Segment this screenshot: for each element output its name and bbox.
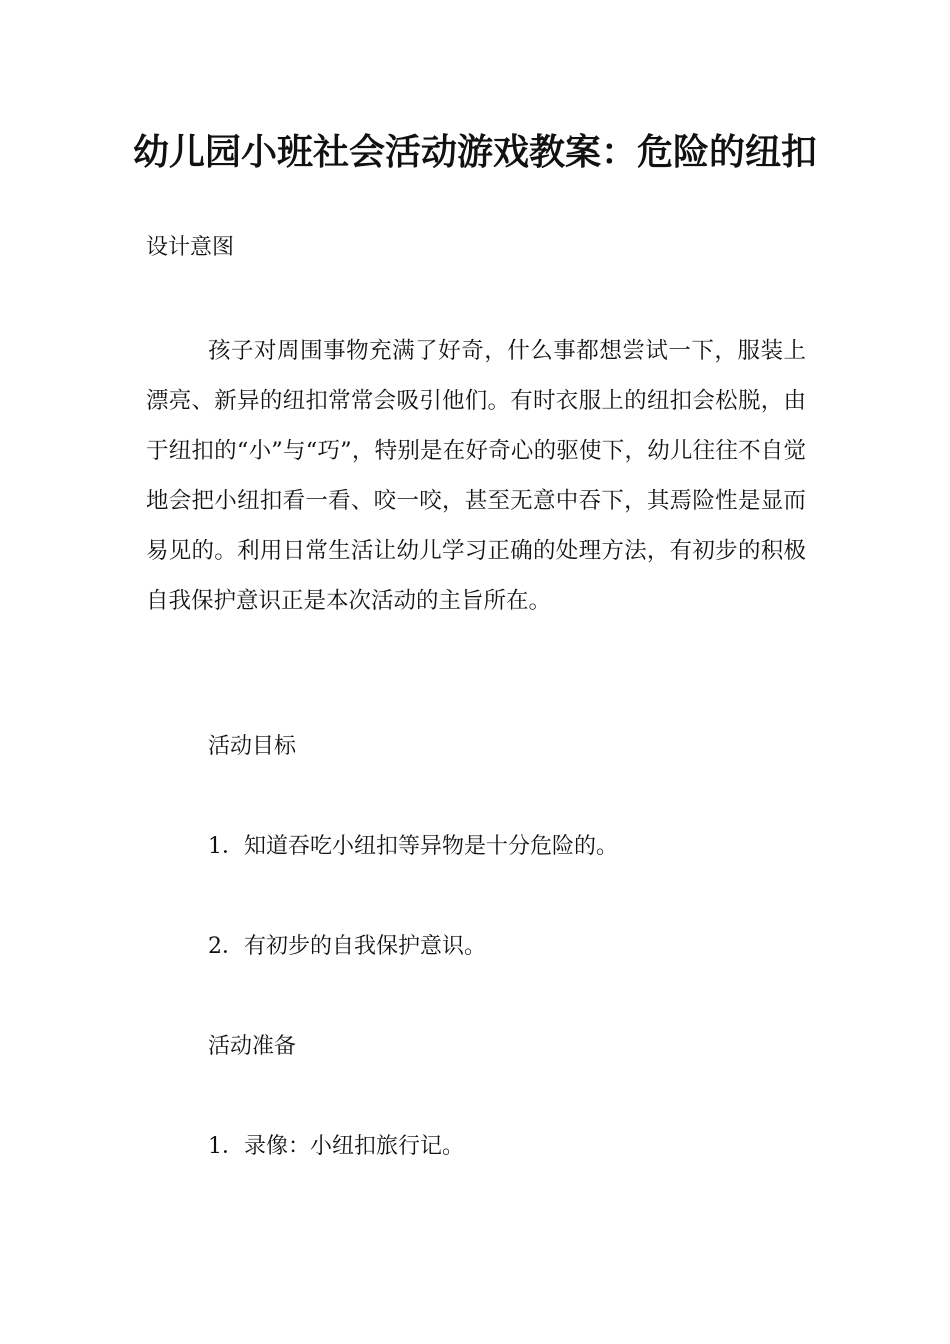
goal-item-2: 2．有初步的自我保护意识。 (208, 934, 486, 959)
intro-paragraph: 孩子对周围事物充满了好奇，什么事都想尝试一下，服装上漂亮、新异的纽扣常常会吸引他们。有时衣服上的纽扣会松脱，由于纽扣的“小”与“巧”，特别是在好奇心的驱使下，幼儿往往不自觉地会把小纽扣看一看、咬一咬，甚至无意中吞下，其焉险性是显而易见的。利用日常生活让幼儿学习正确的处理方法，有初步的积极自我保护意识正是本次活动的主旨所在。 (146, 338, 806, 614)
preparation-item-1: 1．录像：小纽扣旅行记。 (208, 1134, 464, 1159)
design-intent-heading: 设计意图 (146, 235, 235, 260)
goal-item-1: 1．知道吞吃小纽扣等异物是十分危险的。 (208, 834, 618, 859)
preparation-heading: 活动准备 (208, 1034, 297, 1059)
goals-heading: 活动目标 (208, 734, 297, 759)
document-title: 幼儿园小班社会活动游戏教案：危险的纽扣 (132, 132, 817, 173)
